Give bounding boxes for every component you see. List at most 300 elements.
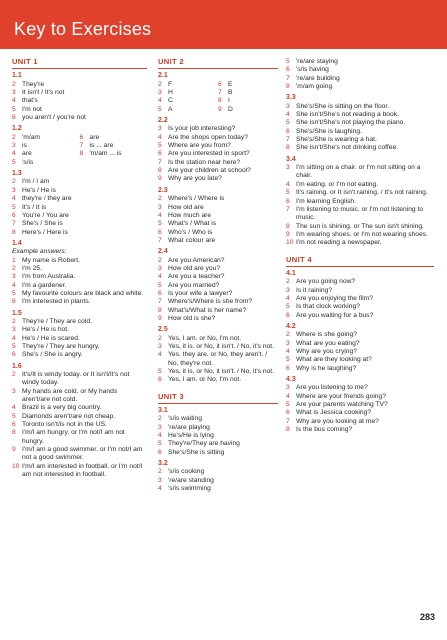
answer-item [158, 265, 278, 273]
answer-number: 4 [286, 294, 290, 302]
answer-number: 7 [218, 89, 222, 97]
section-1-1 [12, 81, 147, 123]
answer-number: 8 [158, 306, 162, 314]
answer-number: 9 [158, 314, 162, 322]
answer-text: Why are you crying? [296, 348, 357, 355]
answer-text: D [228, 105, 233, 113]
answer-text: Brazil is a very big country. [22, 404, 102, 412]
answer-text: 're/are playing [168, 423, 210, 431]
answer-item [80, 142, 148, 150]
answer-text: She isn't/She's not playing the piano. [296, 119, 406, 127]
answer-number: 4 [158, 133, 162, 141]
answer-item [286, 206, 434, 223]
answer-number: 6 [158, 289, 162, 297]
answer-number: 3 [158, 125, 162, 133]
answer-text: 's/is waiting [168, 415, 202, 423]
answer-text: is ... are [89, 142, 114, 150]
answer-text: How much are [168, 211, 212, 219]
answer-item [158, 368, 278, 376]
answer-number: 3 [12, 89, 16, 97]
section-2-1-label: 2.1 [158, 72, 168, 80]
section-2-1 [158, 81, 278, 114]
answer-number: 6 [12, 211, 16, 219]
section-3-4 [286, 164, 434, 247]
answer-item [158, 424, 278, 432]
answer-number: 5 [12, 105, 16, 113]
answer-number: 2 [158, 468, 162, 476]
answer-number: 8 [12, 228, 16, 236]
answer-item [12, 195, 147, 203]
answer-number [80, 159, 90, 167]
section-4-3 [286, 384, 434, 434]
section-1-4-label: 1.4 [12, 239, 22, 247]
answer-number: 6 [158, 228, 162, 236]
answer-item [286, 384, 434, 392]
answer-item [158, 195, 278, 203]
answer-number: 3 [286, 286, 290, 294]
answer-text: Why is he laughing? [296, 364, 357, 372]
answer-number: 4 [286, 348, 290, 355]
answer-text: are [22, 150, 32, 158]
answer-item [158, 449, 278, 457]
answer-text [90, 159, 148, 167]
answer-item [12, 89, 147, 97]
answer-text: that's [22, 97, 38, 105]
section-1-2 [12, 134, 147, 167]
answer-text: 're/are standing [168, 476, 214, 484]
answer-item [12, 106, 147, 114]
answer-text: Is that clock working? [296, 303, 360, 311]
answer-number: 6 [286, 364, 290, 372]
answer-item [286, 164, 434, 181]
answer-item [286, 295, 434, 303]
answer-text: She's/She is sitting on the floor. [296, 102, 390, 110]
answer-number: 8 [12, 429, 16, 437]
answer-item [158, 351, 278, 368]
answer-number: 5 [12, 412, 16, 420]
answer-item [12, 298, 147, 306]
answer-item [158, 175, 278, 183]
answer-text: I'm 25. [22, 264, 42, 272]
answer-text: A [168, 105, 173, 113]
page-title: Key to Exercises [14, 19, 152, 39]
answer-text: Is your wife a lawyer? [168, 289, 233, 297]
answer-item [158, 335, 278, 343]
section-2-4 [158, 257, 278, 324]
answer-item [286, 348, 434, 356]
answer-item [286, 231, 434, 239]
answer-item [80, 150, 148, 158]
answer-item [12, 326, 147, 334]
answer-item [286, 356, 434, 364]
answer-text: My hands are cold. or My hands aren't/are not cold. [22, 387, 118, 404]
section-3-1-label: 3.1 [158, 407, 168, 415]
answer-item [12, 229, 147, 237]
answer-text: Is the station near here? [168, 158, 241, 166]
answer-item [12, 290, 147, 298]
answer-text: I'm / I am [22, 178, 50, 186]
answer-text: Are you a teacher? [168, 273, 225, 281]
answer-item [12, 265, 147, 273]
answer-item [12, 463, 147, 480]
answer-item [286, 144, 434, 152]
answer-item [12, 318, 147, 326]
answer-item [158, 477, 278, 485]
answer-text: How old is she? [168, 314, 216, 322]
answer-text: She isn't/She's not drinking coffee. [296, 144, 399, 152]
answer-text: She's / She is angry. [22, 351, 83, 359]
answer-number: 3 [286, 339, 290, 347]
answer-item [286, 83, 434, 91]
answer-item [158, 273, 278, 281]
answer-text: 's/is swimming [168, 485, 211, 493]
answer-number: 4 [286, 111, 290, 119]
answer-item [286, 223, 434, 231]
answer-number: 4 [158, 211, 162, 219]
answer-text: Yes, I am. or No, I'm not. [168, 334, 242, 342]
answer-text: Diamonds aren't/are not cheap. [22, 412, 116, 420]
answer-number: 5 [158, 220, 162, 228]
answer-number: 5 [158, 440, 162, 448]
answer-item [12, 187, 147, 195]
answer-number: 6 [286, 409, 290, 417]
section-3-4-label: 3.4 [286, 155, 296, 163]
answer-number: 8 [286, 426, 290, 434]
answer-text: Are the shops open today? [168, 133, 248, 141]
answer-item [286, 128, 434, 136]
answer-item [158, 415, 278, 423]
answer-text: Are you waiting for a bus? [296, 311, 374, 319]
answer-number: 5 [286, 303, 290, 311]
answer-text: Where's / Where is [168, 195, 225, 203]
answer-item [158, 343, 278, 351]
answer-item [158, 150, 278, 158]
answer-text: Are your parents watching TV? [296, 401, 388, 409]
answer-text: I [228, 97, 230, 105]
answer-number: 10 [12, 462, 20, 470]
answer-number: 4 [286, 392, 290, 400]
page-number: 283 [419, 612, 435, 622]
column-3 [286, 58, 434, 434]
answer-item [158, 204, 278, 212]
answer-text: Toronto isn't/is not in the US. [22, 421, 107, 429]
section-3-2-part-a [158, 468, 278, 493]
answer-number: 3 [286, 102, 290, 110]
answer-number: 7 [158, 158, 162, 166]
answer-number: 5 [286, 401, 290, 409]
answer-text: Yes, it is. or No, it isn't. / No, it's not. [168, 368, 274, 376]
answer-item [158, 167, 278, 175]
answer-number: 6 [158, 150, 162, 158]
answer-text: Is the bus coming? [296, 426, 353, 434]
answer-text: 're/are building [296, 74, 340, 82]
answer-text: 'm/am [22, 133, 40, 141]
answer-text: They're [22, 80, 45, 88]
answer-item [286, 111, 434, 119]
section-1-5 [12, 318, 147, 360]
answer-item [286, 198, 434, 206]
answer-item [12, 421, 147, 429]
answer-item [286, 426, 434, 434]
answer-text: You're / You are [22, 211, 69, 219]
answer-number: 7 [286, 74, 290, 82]
answer-text: What's/What is her name? [168, 306, 247, 314]
answer-text: They're / They are hungry. [22, 343, 100, 350]
answer-number: 8 [286, 144, 290, 152]
answer-text: What's / What is [168, 220, 217, 228]
answer-text: 's/is having [296, 66, 329, 74]
answer-item [12, 114, 147, 122]
answer-text: I'm/I am a good swimmer. or I'm not/I am not a good swimmer. [22, 446, 143, 462]
answer-item [158, 97, 218, 105]
answer-item [158, 142, 278, 150]
answer-text: 'm/am going [296, 83, 333, 91]
section-1-3-label: 1.3 [12, 170, 22, 178]
answer-number: 9 [218, 105, 222, 113]
section-2-5 [158, 335, 278, 385]
answer-text: They're/They are having [168, 440, 240, 448]
answer-item [286, 103, 434, 111]
answer-text: The sun is shining. or The sun isn't shining. [296, 222, 424, 230]
unit-3-heading: UNIT 3 [158, 393, 278, 404]
answer-number: 6 [12, 114, 16, 122]
column-1 [12, 58, 147, 480]
answer-text: I'm eating. or I'm not eating. [296, 180, 379, 188]
answer-item [286, 331, 434, 339]
answer-item [286, 136, 434, 144]
answer-item [286, 418, 434, 426]
section-4-1 [286, 278, 434, 320]
answer-number: 2 [12, 178, 16, 186]
answer-number: 1 [12, 256, 16, 264]
answer-text: Where is she going? [296, 331, 357, 339]
answer-number: 5 [158, 105, 162, 113]
answer-item [158, 159, 278, 167]
answer-number: 6 [286, 311, 290, 319]
answer-number: 7 [286, 136, 290, 144]
answer-text: I'm interested in plants. [22, 298, 91, 306]
answer-item [158, 220, 278, 228]
section-3-2-label: 3.2 [158, 460, 168, 468]
answer-item [286, 75, 434, 83]
answer-text: F [168, 80, 173, 88]
section-3-1 [158, 415, 278, 457]
answer-item [12, 159, 80, 167]
answer-number: 2 [286, 278, 290, 286]
answer-text: Why are you late? [168, 175, 222, 183]
answer-text: 're/are staying [296, 58, 338, 65]
answer-number: 5 [12, 289, 16, 297]
answer-text: Yes, I am. or No, I'm not. [168, 376, 242, 384]
answer-item [12, 178, 147, 186]
answer-item [158, 290, 278, 298]
section-4-2 [286, 331, 434, 373]
answer-number: 8 [218, 97, 222, 105]
answer-item [218, 81, 278, 89]
answer-number: 7 [79, 142, 84, 150]
answer-item [12, 134, 80, 142]
answer-number: 4 [158, 432, 162, 440]
answer-item [158, 125, 278, 133]
answer-number: 4 [12, 404, 16, 412]
answer-number: 5 [12, 158, 16, 166]
answer-number: 4 [12, 281, 16, 289]
answer-number: 8 [79, 150, 84, 158]
answer-number: 3 [158, 264, 162, 272]
answer-item [12, 371, 147, 388]
answer-text: My favourite colours are black and white. [22, 289, 144, 297]
answer-text: She's/She is laughing. [296, 127, 362, 135]
answer-text: It's/It is windy today. or It isn't/It's not windy today. [22, 371, 130, 387]
answer-number: 3 [12, 142, 16, 150]
answer-number: 2 [158, 256, 162, 264]
answer-number: 9 [286, 230, 290, 238]
section-1-4-note: Example answers: [12, 248, 67, 256]
section-1-6-label: 1.6 [12, 362, 22, 370]
answer-text: 'm/am ... is [89, 150, 122, 158]
answer-number: 5 [286, 189, 290, 197]
answer-item [12, 150, 80, 158]
answer-item [12, 220, 147, 228]
answer-number: 4 [158, 97, 162, 105]
answer-number: 8 [286, 222, 290, 230]
answer-number: 8 [158, 167, 162, 175]
answer-number: 2 [12, 317, 16, 325]
answer-text: Where's/Where is she from? [168, 298, 253, 306]
answer-item [158, 237, 278, 245]
answer-text: H [168, 89, 173, 97]
answer-item [286, 365, 434, 373]
answer-number: 7 [286, 417, 290, 425]
answer-number: 8 [286, 83, 290, 91]
section-4-3-label: 4.3 [286, 376, 296, 384]
answer-item [286, 303, 434, 311]
answer-number: 2 [158, 80, 162, 88]
answer-number: 5 [286, 58, 290, 65]
answer-text: I'm not [22, 105, 42, 113]
answer-item [12, 97, 147, 105]
answer-text: Why are you looking at me? [296, 417, 379, 425]
section-2-3-label: 2.3 [158, 186, 168, 194]
answer-item [12, 351, 147, 359]
answer-text: Are you American? [168, 256, 225, 264]
answer-text: Who's / Who is [168, 228, 213, 236]
answer-text: She's/She is wearing a hat. [296, 136, 377, 144]
answer-number: 5 [286, 119, 290, 127]
answer-text: How old are you? [168, 264, 221, 272]
answer-text: I'm from Australia. [22, 273, 76, 281]
answer-item [286, 409, 434, 417]
answer-item [158, 282, 278, 290]
answer-number: 6 [158, 376, 162, 384]
answer-number: 4 [12, 97, 16, 105]
answer-item [286, 312, 434, 320]
answer-number: 4 [158, 351, 162, 359]
answer-item [218, 89, 278, 97]
answer-text: I'm/I am hungry. or I'm not/I am not hungry. [22, 429, 125, 445]
answer-text: 's/is [22, 158, 34, 166]
answer-item [158, 229, 278, 237]
answer-number: 3 [286, 164, 290, 172]
answer-item [218, 106, 278, 114]
answer-number: 2 [158, 334, 162, 342]
answer-text: She's / She is [22, 220, 63, 228]
answer-text: It isn't / It's not [22, 89, 65, 97]
section-2-3 [158, 195, 278, 245]
answer-number: 4 [12, 334, 16, 342]
answer-text: E [228, 80, 233, 88]
answer-item [12, 388, 147, 405]
answer-number: 5 [158, 368, 162, 376]
answer-item [12, 404, 147, 412]
answer-number: 2 [12, 80, 16, 88]
answer-text: I'm/I am interested in football. or I'm not/I am not interested in football. [22, 462, 143, 479]
answer-item [286, 239, 434, 247]
answer-text: 's/is cooking [168, 468, 205, 476]
section-4-1-label: 4.1 [286, 269, 296, 277]
answer-number: 3 [158, 476, 162, 484]
answer-text: They're / They are cold. [22, 317, 92, 325]
answer-text: I'm learning English. [296, 197, 357, 205]
answer-item [12, 257, 147, 265]
answer-text: Here's / Here is [22, 228, 68, 236]
answer-number: 5 [12, 203, 16, 211]
answer-number: 4 [158, 485, 162, 493]
answer-number: 6 [286, 197, 290, 205]
answer-item [12, 429, 147, 446]
answer-item [12, 204, 147, 212]
answer-number: 3 [286, 384, 290, 392]
answer-text: Are you going now? [296, 278, 356, 286]
answer-item [12, 343, 147, 351]
answer-number: 3 [158, 343, 162, 350]
answer-number: 6 [158, 448, 162, 456]
answer-item [286, 401, 434, 409]
unit-2-heading: UNIT 2 [158, 58, 278, 69]
answer-text: He's/He is lying [168, 432, 214, 440]
section-2-5-label: 2.5 [158, 326, 168, 334]
answer-item [158, 468, 278, 476]
section-2-2 [158, 125, 278, 183]
answer-item [158, 89, 218, 97]
section-1-5-label: 1.5 [12, 309, 22, 317]
answer-item [158, 257, 278, 265]
answer-item [158, 307, 278, 315]
answer-number: 9 [12, 446, 16, 454]
answer-number: 2 [12, 264, 16, 272]
answer-item [12, 335, 147, 343]
answer-text: Where are you from? [168, 142, 231, 150]
answer-item [158, 134, 278, 142]
answer-text: Yes, it is. or No, it isn't. / No, it's not. [168, 343, 274, 350]
section-1-3 [12, 178, 147, 236]
answer-number: 6 [12, 421, 16, 429]
answer-item [286, 189, 434, 197]
answer-text: are [89, 133, 100, 141]
answer-number: 10 [286, 239, 294, 247]
answer-number: 3 [158, 203, 162, 211]
column-2 [158, 58, 278, 494]
answer-item [286, 340, 434, 348]
answer-text: I'm a gardener. [22, 281, 67, 289]
answer-text: He's / He is hot. [22, 326, 69, 334]
answer-text: She isn't/She's not reading a book. [296, 111, 399, 119]
answer-text: She's/She is sitting [168, 448, 225, 456]
answer-item [158, 298, 278, 306]
answer-text: Are you interested in sport? [168, 150, 250, 158]
answer-text: you aren't / you're not [22, 114, 86, 122]
answer-item [158, 440, 278, 448]
